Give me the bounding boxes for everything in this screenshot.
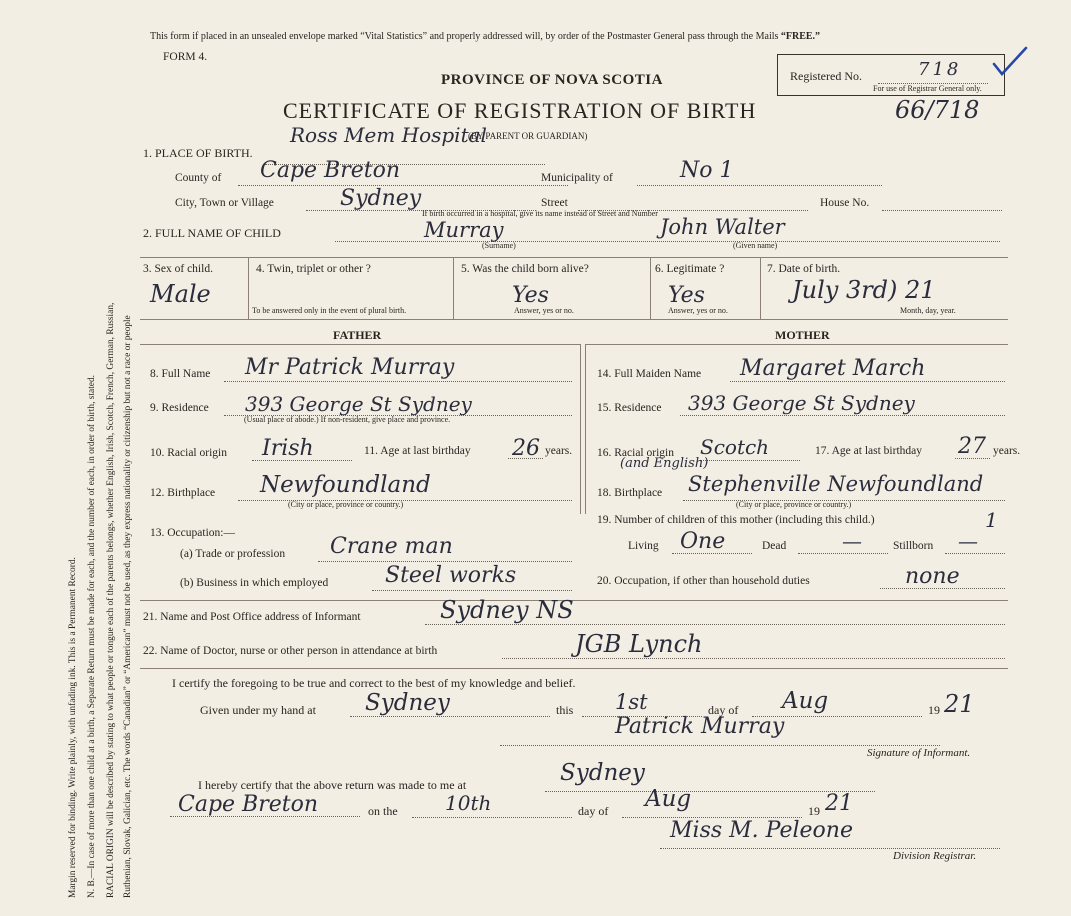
informant-year-value: 21 xyxy=(944,690,975,718)
father-age-value: 26 xyxy=(512,436,540,461)
doctor-value: JGB Lynch xyxy=(575,630,703,658)
county-label: County of xyxy=(175,172,222,184)
mother-occupation-value: none xyxy=(905,564,960,589)
father-age-label: 11. Age at last birthday xyxy=(364,445,471,457)
registrar-day-value: 10th xyxy=(445,791,492,815)
occupation-label: 13. Occupation:— xyxy=(150,527,235,539)
registered-number: 718 xyxy=(918,59,962,80)
mail-note: This form if placed in an unsealed envelope marked “Vital Statistics” and properly addressed will, by order of the Postmaster General pass through the Mails “FREE.” xyxy=(150,31,821,42)
registrar-use-note: For use of Registrar General only. xyxy=(873,84,982,93)
day-of-label-2: day of xyxy=(578,804,609,818)
mother-heading: MOTHER xyxy=(775,328,830,342)
county-value: Cape Breton xyxy=(260,158,401,183)
legitimate-value: Yes xyxy=(668,283,705,308)
mother-occupation-label: 20. Occupation, if other than household duties xyxy=(597,575,810,587)
mother-years-label: years. xyxy=(993,445,1021,457)
registrar-year-value: 21 xyxy=(825,791,853,816)
date-note: Month, day, year. xyxy=(900,306,956,315)
registrar-county-value: Cape Breton xyxy=(178,792,319,817)
mother-birthplace-label: 18. Birthplace xyxy=(597,487,663,499)
trade-label: (a) Trade or profession xyxy=(180,548,286,560)
informant-place-value: Sydney xyxy=(365,690,450,716)
year-prefix-1: 19 xyxy=(928,703,940,717)
on-the-label: on the xyxy=(368,804,398,818)
father-residence-note: (Usual place of abode.) If non-resident, give place and province. xyxy=(244,415,451,424)
hospital-note: If birth occurred in a hospital, give its name instead of Street and Number xyxy=(422,209,658,218)
registered-box xyxy=(777,54,1005,96)
stillborn-value: — xyxy=(958,529,978,553)
alive-value: Yes xyxy=(512,283,549,308)
living-label: Living xyxy=(628,540,659,552)
margin-line-2: N. B.—In case of more than one child at a birth, a Separate Return must be made for each, and the number of each, in order of birth, stated. xyxy=(87,375,97,898)
year-prefix-2: 19 xyxy=(808,804,820,818)
mother-name-label: 14. Full Maiden Name xyxy=(597,368,702,380)
legitimate-note: Answer, yes or no. xyxy=(668,306,728,315)
informant-signature: Patrick Murray xyxy=(615,714,785,739)
mother-age-value: 27 xyxy=(958,434,986,459)
child-given-name-value: John Walter xyxy=(660,215,785,239)
registrar-month-value: Aug xyxy=(645,786,692,812)
father-heading: FATHER xyxy=(333,328,382,342)
father-years-label: years. xyxy=(545,445,573,457)
mother-race-value: Scotch xyxy=(700,435,770,459)
child-name-label: 2. FULL NAME OF CHILD xyxy=(143,226,281,240)
dead-label: Dead xyxy=(762,540,787,552)
date-of-birth-label: 7. Date of birth. xyxy=(767,263,841,275)
living-value: One xyxy=(680,529,726,554)
municipality-value: No 1 xyxy=(680,158,734,183)
twin-note: To be answered only in the event of plural birth. xyxy=(252,306,407,315)
twin-label: 4. Twin, triplet or other ? xyxy=(256,263,371,275)
place-of-birth-label: 1. PLACE OF BIRTH. xyxy=(143,146,253,160)
house-number-label: House No. xyxy=(820,197,870,209)
child-surname-value: Murray xyxy=(424,218,504,242)
father-birthplace-value: Newfoundland xyxy=(260,472,431,498)
margin-instructions xyxy=(62,8,142,908)
mother-residence-label: 15. Residence xyxy=(597,402,662,414)
dead-value: — xyxy=(842,529,862,553)
mother-name-value: Margaret March xyxy=(740,356,926,381)
sex-label: 3. Sex of child. xyxy=(143,263,213,275)
province-heading: PROVINCE OF NOVA SCOTIA xyxy=(441,72,663,88)
sex-value: Male xyxy=(150,280,211,308)
business-value: Steel works xyxy=(385,563,517,588)
certificate-title: CERTIFICATE OF REGISTRATION OF BIRTH xyxy=(283,98,757,123)
given-name-caption: (Given name) xyxy=(733,241,778,250)
registrar-place-value: Sydney xyxy=(560,760,645,786)
mother-residence-value: 393 George St Sydney xyxy=(688,391,915,415)
informant-label: 21. Name and Post Office address of Informant xyxy=(143,611,361,623)
informant-signature-caption: Signature of Informant. xyxy=(867,747,971,759)
informant-value: Sydney NS xyxy=(440,596,574,624)
mother-birthplace-value: Stephenville Newfoundland xyxy=(688,472,984,496)
father-residence-label: 9. Residence xyxy=(150,402,209,414)
trade-value: Crane man xyxy=(330,534,453,559)
informant-month-value: Aug xyxy=(782,688,829,714)
father-residence-value: 393 George St Sydney xyxy=(245,392,472,416)
street-label: Street xyxy=(541,197,568,209)
father-race-value: Irish xyxy=(262,436,314,461)
city-label: City, Town or Village xyxy=(175,197,274,209)
business-label: (b) Business in which employed xyxy=(180,577,329,589)
alive-note: Answer, yes or no. xyxy=(514,306,574,315)
given-under-label: Given under my hand at xyxy=(200,703,316,717)
alive-label: 5. Was the child born alive? xyxy=(461,263,589,275)
city-value: Sydney xyxy=(340,186,422,211)
registered-label: Registered No. xyxy=(790,69,862,83)
place-of-birth-value: Ross Mem Hospital xyxy=(290,123,487,147)
check-mark-icon xyxy=(990,44,1030,79)
this-label: this xyxy=(556,703,574,717)
father-birthplace-note: (City or place, province or country.) xyxy=(288,500,404,509)
father-name-value: Mr Patrick Murray xyxy=(245,355,455,380)
father-name-label: 8. Full Name xyxy=(150,368,211,380)
margin-line-4: Ruthenian, Slovak, Galician, etc. The words “Canadian” or “American” must not be used, as they express nationality or citizenship but not a race or people xyxy=(123,315,133,898)
municipality-label: Municipality of xyxy=(541,172,613,184)
children-count-value: 1 xyxy=(985,508,998,532)
certificate-subtitle: (BY PARENT OR GUARDIAN) xyxy=(468,131,588,141)
file-number: 66/718 xyxy=(895,96,980,124)
mother-race-value-2: (and English) xyxy=(620,456,709,471)
father-birthplace-label: 12. Birthplace xyxy=(150,487,216,499)
date-of-birth-value: July 3rd) 21 xyxy=(792,276,936,304)
registrar-signature: Miss M. Peleone xyxy=(670,818,853,843)
margin-line-1: Margin reserved for binding. Write plainly, with unfading ink. This is a Permanent Record. xyxy=(68,557,78,898)
surname-caption: (Surname) xyxy=(482,241,516,250)
registrar-statement: I hereby certify that the above return was made to me at xyxy=(198,778,467,792)
informant-statement: I certify the foregoing to be true and correct to the best of my knowledge and belief. xyxy=(172,676,576,690)
form-number: FORM 4. xyxy=(163,51,208,63)
day-of-label-1: day of xyxy=(708,703,739,717)
legitimate-label: 6. Legitimate ? xyxy=(655,263,725,275)
mother-age-label: 17. Age at last birthday xyxy=(815,445,922,457)
stillborn-label: Stillborn xyxy=(893,540,934,552)
father-race-label: 10. Racial origin xyxy=(150,447,227,459)
margin-line-3: RACIAL ORIGIN will be described by stating to what people or tongue each of the parents belongs, whether English, Irish, Scotch, French, German, Russian, xyxy=(106,302,116,898)
informant-day-value: 1st xyxy=(615,690,648,714)
doctor-label: 22. Name of Doctor, nurse or other person in attendance at birth xyxy=(143,645,438,657)
children-count-label: 19. Number of children of this mother (including this child.) xyxy=(597,514,875,526)
mother-race-label: 16. Racial origin xyxy=(597,447,674,459)
mother-birthplace-note: (City or place, province or country.) xyxy=(736,500,852,509)
registrar-signature-caption: Division Registrar. xyxy=(893,850,977,862)
